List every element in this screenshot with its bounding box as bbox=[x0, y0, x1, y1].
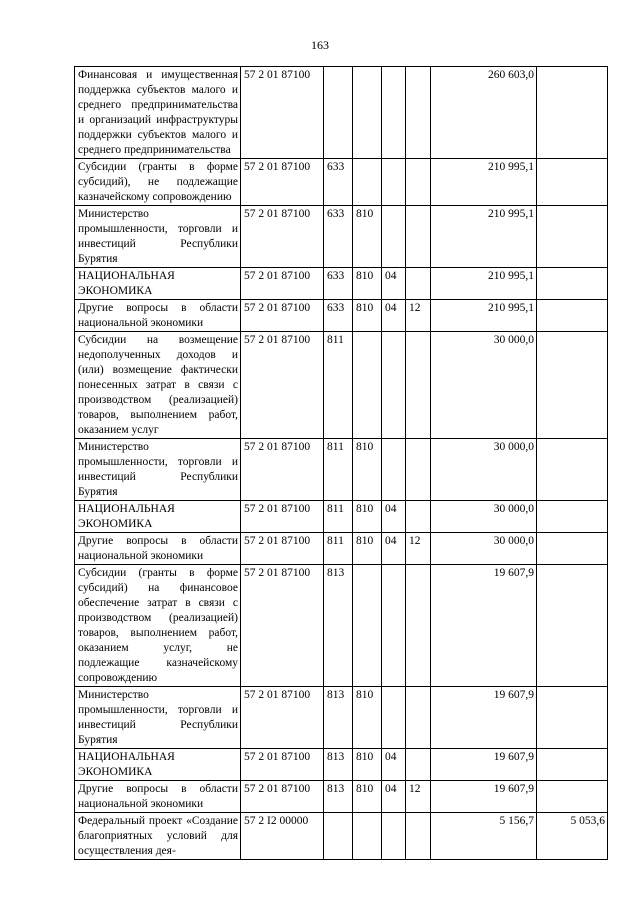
row-name: Министерство промышленности, торговли и инвестиций Республики Бурятия bbox=[75, 206, 241, 268]
table-row bbox=[75, 159, 608, 206]
subsection-code bbox=[406, 268, 431, 300]
amount-year-1: 19 607,9 bbox=[431, 781, 537, 813]
page-number: 163 bbox=[311, 38, 329, 52]
table-row bbox=[75, 565, 608, 687]
target-article-code: 57 2 01 87100 bbox=[241, 781, 324, 813]
table-row bbox=[75, 813, 608, 860]
expense-type-code: 813 bbox=[324, 749, 353, 781]
row-name: Министерство промышленности, торговли и инвестиций Республики Бурятия bbox=[75, 687, 241, 749]
expense-type-code: 811 bbox=[324, 439, 353, 501]
budget-table-body bbox=[75, 67, 608, 860]
target-article-code: 57 2 01 87100 bbox=[241, 268, 324, 300]
amount-year-2 bbox=[537, 332, 608, 439]
amount-year-1: 19 607,9 bbox=[431, 565, 537, 687]
target-article-code: 57 2 01 87100 bbox=[241, 67, 324, 159]
amount-year-2 bbox=[537, 565, 608, 687]
amount-year-2: 5 053,6 bbox=[537, 813, 608, 860]
amount-year-1: 210 995,1 bbox=[431, 300, 537, 332]
administrator-code bbox=[353, 67, 382, 159]
table-row bbox=[75, 501, 608, 533]
section-code bbox=[382, 67, 406, 159]
target-article-code: 57 2 01 87100 bbox=[241, 332, 324, 439]
target-article-code: 57 2 01 87100 bbox=[241, 749, 324, 781]
section-code: 04 bbox=[382, 533, 406, 565]
table-row bbox=[75, 749, 608, 781]
target-article-code: 57 2 01 87100 bbox=[241, 533, 324, 565]
row-name: НАЦИОНАЛЬНАЯ ЭКОНОМИКА bbox=[75, 749, 241, 781]
administrator-code: 810 bbox=[353, 501, 382, 533]
administrator-code bbox=[353, 813, 382, 860]
amount-year-1: 210 995,1 bbox=[431, 159, 537, 206]
table-row bbox=[75, 268, 608, 300]
expense-type-code: 633 bbox=[324, 159, 353, 206]
administrator-code: 810 bbox=[353, 206, 382, 268]
section-code: 04 bbox=[382, 749, 406, 781]
subsection-code: 12 bbox=[406, 533, 431, 565]
amount-year-1: 19 607,9 bbox=[431, 749, 537, 781]
amount-year-2 bbox=[537, 749, 608, 781]
expense-type-code: 813 bbox=[324, 565, 353, 687]
administrator-code bbox=[353, 159, 382, 206]
amount-year-2 bbox=[537, 159, 608, 206]
target-article-code: 57 2 01 87100 bbox=[241, 687, 324, 749]
subsection-code: 12 bbox=[406, 300, 431, 332]
subsection-code bbox=[406, 332, 431, 439]
subsection-code: 12 bbox=[406, 781, 431, 813]
amount-year-2 bbox=[537, 501, 608, 533]
section-code: 04 bbox=[382, 781, 406, 813]
table-row bbox=[75, 439, 608, 501]
expense-type-code: 813 bbox=[324, 687, 353, 749]
section-code bbox=[382, 565, 406, 687]
row-name: Субсидии на возмещение недополученных доходов и (или) возмещение фактически понесенных затрат в связи с производством (реализацией) товаров, выполнением работ, оказанием услуг bbox=[75, 332, 241, 439]
administrator-code bbox=[353, 332, 382, 439]
expense-type-code: 813 bbox=[324, 781, 353, 813]
target-article-code: 57 2 01 87100 bbox=[241, 159, 324, 206]
subsection-code bbox=[406, 749, 431, 781]
amount-year-1: 5 156,7 bbox=[431, 813, 537, 860]
subsection-code bbox=[406, 206, 431, 268]
table-row bbox=[75, 533, 608, 565]
target-article-code: 57 2 01 87100 bbox=[241, 501, 324, 533]
administrator-code: 810 bbox=[353, 300, 382, 332]
amount-year-2 bbox=[537, 300, 608, 332]
target-article-code: 57 2 01 87100 bbox=[241, 439, 324, 501]
amount-year-1: 30 000,0 bbox=[431, 533, 537, 565]
expense-type-code: 633 bbox=[324, 268, 353, 300]
row-name: НАЦИОНАЛЬНАЯ ЭКОНОМИКА bbox=[75, 501, 241, 533]
section-code bbox=[382, 159, 406, 206]
expense-type-code: 811 bbox=[324, 332, 353, 439]
target-article-code: 57 2 01 87100 bbox=[241, 300, 324, 332]
section-code: 04 bbox=[382, 268, 406, 300]
administrator-code bbox=[353, 565, 382, 687]
amount-year-1: 30 000,0 bbox=[431, 501, 537, 533]
expense-type-code: 811 bbox=[324, 501, 353, 533]
amount-year-1: 210 995,1 bbox=[431, 268, 537, 300]
subsection-code bbox=[406, 813, 431, 860]
subsection-code bbox=[406, 67, 431, 159]
administrator-code: 810 bbox=[353, 268, 382, 300]
subsection-code bbox=[406, 565, 431, 687]
row-name: НАЦИОНАЛЬНАЯ ЭКОНОМИКА bbox=[75, 268, 241, 300]
amount-year-2 bbox=[537, 533, 608, 565]
table-row bbox=[75, 300, 608, 332]
subsection-code bbox=[406, 439, 431, 501]
expense-type-code: 633 bbox=[324, 300, 353, 332]
table-row bbox=[75, 781, 608, 813]
row-name: Другие вопросы в области национальной экономики bbox=[75, 300, 241, 332]
section-code bbox=[382, 813, 406, 860]
target-article-code: 57 2 I2 00000 bbox=[241, 813, 324, 860]
amount-year-2 bbox=[537, 67, 608, 159]
table-row bbox=[75, 687, 608, 749]
amount-year-1: 19 607,9 bbox=[431, 687, 537, 749]
target-article-code: 57 2 01 87100 bbox=[241, 206, 324, 268]
administrator-code: 810 bbox=[353, 749, 382, 781]
amount-year-2 bbox=[537, 781, 608, 813]
subsection-code bbox=[406, 687, 431, 749]
row-name: Другие вопросы в области национальной экономики bbox=[75, 781, 241, 813]
subsection-code bbox=[406, 159, 431, 206]
administrator-code: 810 bbox=[353, 687, 382, 749]
administrator-code: 810 bbox=[353, 439, 382, 501]
section-code bbox=[382, 687, 406, 749]
budget-table bbox=[74, 66, 608, 860]
table-row bbox=[75, 206, 608, 268]
row-name: Субсидии (гранты в форме субсидий), не подлежащие казначейскому сопровождению bbox=[75, 159, 241, 206]
expense-type-code bbox=[324, 67, 353, 159]
amount-year-1: 260 603,0 bbox=[431, 67, 537, 159]
amount-year-1: 30 000,0 bbox=[431, 332, 537, 439]
expense-type-code: 811 bbox=[324, 533, 353, 565]
section-code bbox=[382, 206, 406, 268]
amount-year-1: 30 000,0 bbox=[431, 439, 537, 501]
section-code bbox=[382, 332, 406, 439]
target-article-code: 57 2 01 87100 bbox=[241, 565, 324, 687]
amount-year-1: 210 995,1 bbox=[431, 206, 537, 268]
amount-year-2 bbox=[537, 268, 608, 300]
row-name: Федеральный проект «Создание благоприятных условий для осуществления дея- bbox=[75, 813, 241, 860]
table-row bbox=[75, 332, 608, 439]
row-name: Другие вопросы в области национальной экономики bbox=[75, 533, 241, 565]
expense-type-code: 633 bbox=[324, 206, 353, 268]
row-name: Министерство промышленности, торговли и инвестиций Республики Бурятия bbox=[75, 439, 241, 501]
section-code bbox=[382, 439, 406, 501]
row-name: Субсидии (гранты в форме субсидий) на финансовое обеспечение затрат в связи с производством (реализацией) товаров, выполнением работ, оказанием услуг, не подлежащие казначейскому сопровождению bbox=[75, 565, 241, 687]
table-row bbox=[75, 67, 608, 159]
amount-year-2 bbox=[537, 206, 608, 268]
amount-year-2 bbox=[537, 687, 608, 749]
amount-year-2 bbox=[537, 439, 608, 501]
section-code: 04 bbox=[382, 501, 406, 533]
row-name: Финансовая и имущественная поддержка субъектов малого и среднего предпринимательства и организаций инфраструктуры поддержки субъектов малого и среднего предпринимательства bbox=[75, 67, 241, 159]
administrator-code: 810 bbox=[353, 781, 382, 813]
section-code: 04 bbox=[382, 300, 406, 332]
expense-type-code bbox=[324, 813, 353, 860]
administrator-code: 810 bbox=[353, 533, 382, 565]
subsection-code bbox=[406, 501, 431, 533]
